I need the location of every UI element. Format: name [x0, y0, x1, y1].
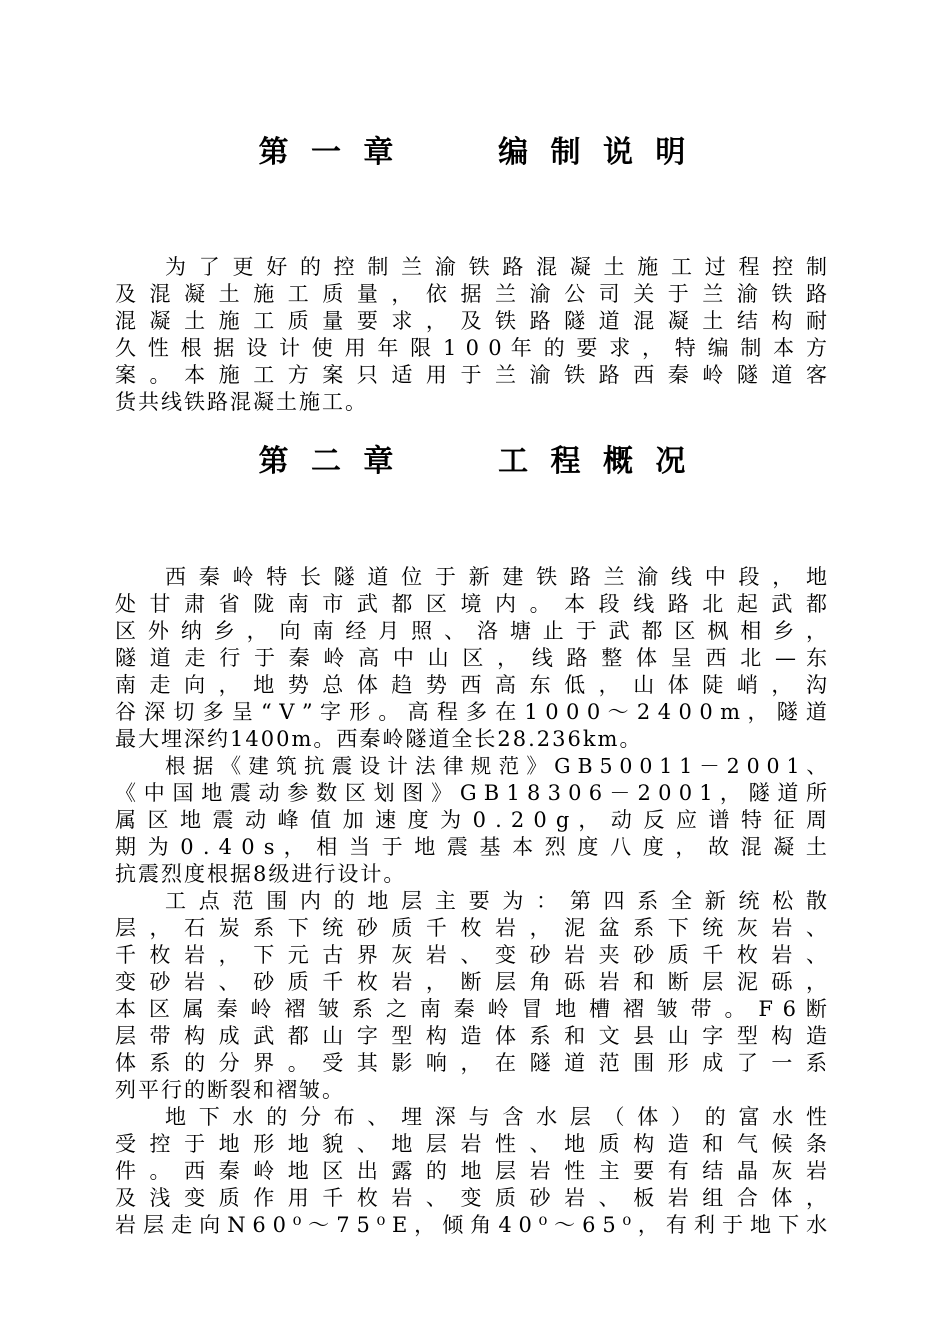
- paragraph: [115, 888, 827, 1104]
- paragraph: [115, 254, 827, 416]
- text-line: 岩 层 走 向 N 6 0 ⁰ ～ 7 5 ⁰ E ， 倾 角 4 0 ⁰ ～ 6 5 ⁰ ， 有 利 于 地 下 水: [115, 1213, 827, 1237]
- text-line: 工 点 范 围 内 的 地 层 主 要 为 ： 第 四 系 全 新 统 松 散: [165, 889, 827, 913]
- text-line: 久 性 根 据 设 计 使 用 年 限 1 0 0 年 的 要 求 ， 特 编 制 本 方: [115, 336, 827, 360]
- text-line: 本 区 属 秦 岭 褶 皱 系 之 南 秦 岭 冒 地 槽 褶 皱 带 。 F 6 断: [115, 997, 827, 1021]
- text-line: 千 枚 岩 ， 下 元 古 界 灰 岩 、 变 砂 岩 夹 砂 质 千 枚 岩 、: [115, 943, 827, 967]
- text-line: 根 据 《 建 筑 抗 震 设 计 法 律 规 范 》 G B 5 0 0 1 1 － 2 0 0 1 、: [165, 754, 827, 778]
- text-line: 西 秦 岭 特 长 隧 道 位 于 新 建 铁 路 兰 渝 线 中 段 ， 地: [165, 565, 827, 589]
- chapter-1-body: [115, 254, 827, 416]
- text-line: 处 甘 肃 省 陇 南 市 武 都 区 境 内 。 本 段 线 路 北 起 武 都: [115, 592, 827, 616]
- text-line: 隧 道 走 行 于 秦 岭 高 中 山 区 ， 线 路 整 体 呈 西 北 — 东: [115, 646, 827, 670]
- text-line: 混 凝 土 施 工 质 量 要 求 ， 及 铁 路 隧 道 混 凝 土 结 构 耐: [115, 309, 827, 333]
- text-line: 南 走 向 ， 地 势 总 体 趋 势 西 高 东 低 ， 山 体 陡 峭 ， 沟: [115, 673, 827, 697]
- text-line: 抗震烈度根据8级进行设计。: [115, 862, 407, 886]
- text-line: 最大埋深约1400m。西秦岭隧道全长28.236km。: [115, 727, 643, 751]
- text-line: 案 。 本 施 工 方 案 只 适 用 于 兰 渝 铁 路 西 秦 岭 隧 道 客: [115, 363, 827, 387]
- text-line: 及 混 凝 土 施 工 质 量 ， 依 据 兰 渝 公 司 关 于 兰 渝 铁 路: [115, 282, 827, 306]
- chapter-2-body: [115, 564, 827, 1239]
- paragraph: [115, 753, 827, 888]
- text-line: 为 了 更 好 的 控 制 兰 渝 铁 路 混 凝 土 施 工 过 程 控 制: [165, 255, 827, 279]
- text-line: 列平行的断裂和褶皱。: [115, 1078, 345, 1102]
- text-line: 地 下 水 的 分 布 、 埋 深 与 含 水 层 （ 体 ） 的 富 水 性: [165, 1105, 827, 1129]
- text-line: 货共线铁路混凝土施工。: [115, 390, 368, 414]
- chapter-2-title: 第 二 章 工 程 概 况: [258, 444, 692, 479]
- text-line: 谷 深 切 多 呈 “ V ” 字 形 。 高 程 多 在 1 0 0 0 ～ 2 4 0 0 m ， 隧 道: [115, 700, 827, 724]
- text-line: 及 浅 变 质 作 用 千 枚 岩 、 变 质 砂 岩 、 板 岩 组 合 体 ，: [115, 1186, 827, 1210]
- text-line: 期 为 0 . 4 0 s ， 相 当 于 地 震 基 本 烈 度 八 度 ， 故 混 凝 土: [115, 835, 827, 859]
- text-line: 件 。 西 秦 岭 地 区 出 露 的 地 层 岩 性 主 要 有 结 晶 灰 岩: [115, 1159, 827, 1183]
- text-line: 《 中 国 地 震 动 参 数 区 划 图 》 G B 1 8 3 0 6 － 2 0 0 1 ， 隧 道 所: [115, 781, 827, 805]
- text-line: 层 带 构 成 武 都 山 字 型 构 造 体 系 和 文 县 山 字 型 构 造: [115, 1024, 827, 1048]
- text-line: 属 区 地 震 动 峰 值 加 速 度 为 0 . 2 0 g ， 动 反 应 谱 特 征 周: [115, 808, 827, 832]
- text-line: 体 系 的 分 界 。 受 其 影 响 ， 在 隧 道 范 围 形 成 了 一 系: [115, 1051, 827, 1075]
- text-line: 层 ， 石 炭 系 下 统 砂 质 千 枚 岩 ， 泥 盆 系 下 统 灰 岩 、: [115, 916, 827, 940]
- text-line: 区 外 纳 乡 ， 向 南 经 月 照 、 洛 塘 止 于 武 都 区 枫 相 乡 ，: [115, 619, 827, 643]
- paragraph: [115, 1104, 827, 1239]
- paragraph: [115, 564, 827, 753]
- chapter-1-title: 第 一 章 编 制 说 明: [258, 135, 692, 170]
- text-line: 受 控 于 地 形 地 貌 、 地 层 岩 性 、 地 质 构 造 和 气 候 条: [115, 1132, 827, 1156]
- text-line: 变 砂 岩 、 砂 质 千 枚 岩 ， 断 层 角 砾 岩 和 断 层 泥 砾 ，: [115, 970, 827, 994]
